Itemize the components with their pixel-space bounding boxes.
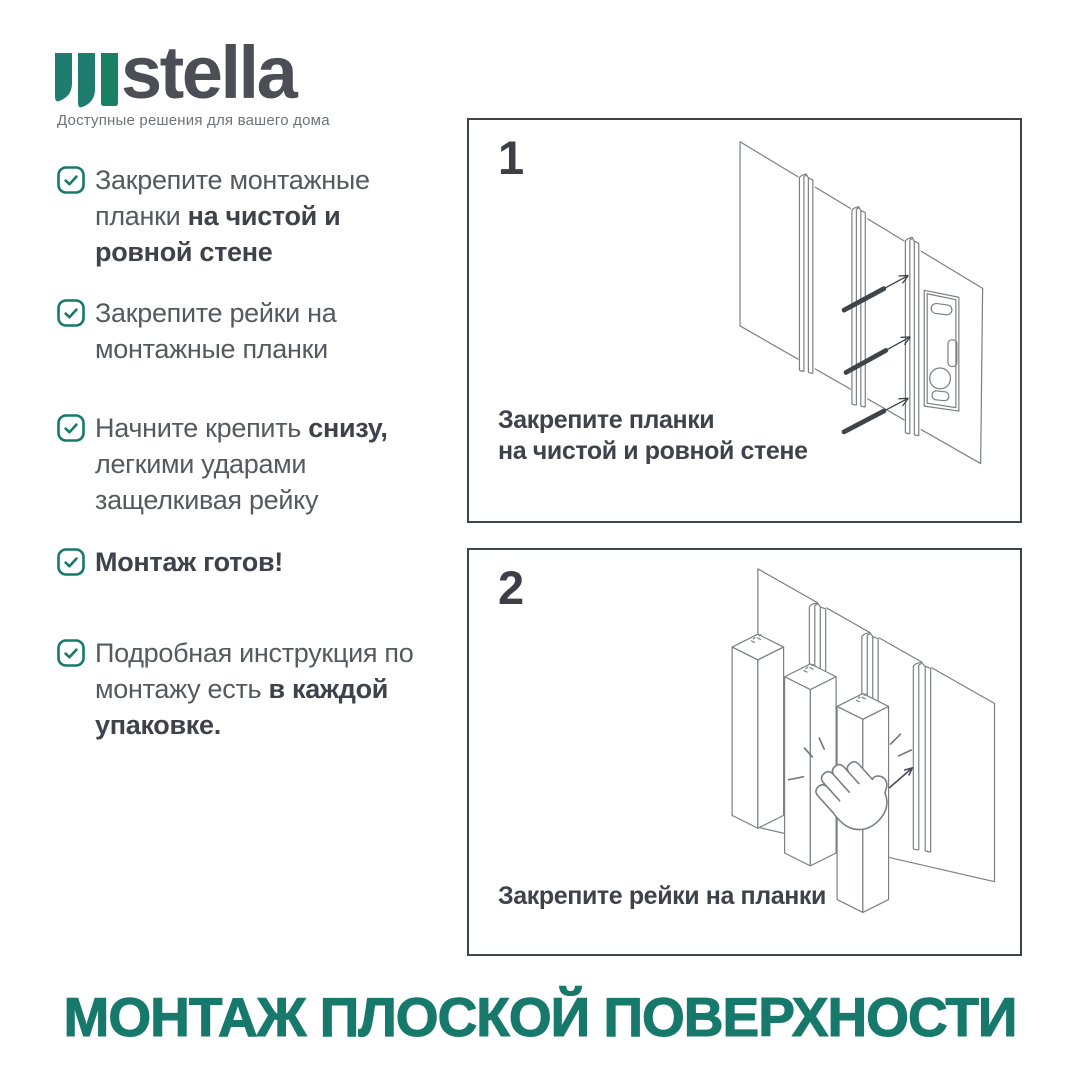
mounting-plate-detail [924,290,959,411]
checklist-item-text: Подробная инструкция по монтажу есть в каждой упаковке. [95,638,414,740]
brand-tagline: Доступные решения для вашего дома [57,112,330,129]
checklist-item-text: Закрепите рейки на монтажные планки [95,298,337,364]
page-title: МОНТАЖ ПЛОСКОЙ ПОВЕРХНОСТИ [63,986,1017,1048]
checklist-item [57,635,437,743]
checklist-item-text: Начните крепить снизу, легкими ударами защелкивая рейку [95,413,388,515]
step-panel-2 [467,548,1022,956]
stella-logo-icon [55,53,118,111]
step-number: 2 [498,561,525,614]
step-panel-1 [467,118,1022,523]
checkbox-checked-icon [57,166,85,194]
checkbox-checked-icon [57,548,85,576]
checkbox-checked-icon [57,299,85,327]
step2-caption: Закрепите рейки на планки [498,882,827,910]
checklist-item [57,162,437,270]
checklist [57,162,437,743]
checkbox-checked-icon [57,639,85,667]
checklist-item [57,410,437,518]
checklist-item [57,295,437,367]
checklist-item [57,544,437,580]
step-number: 1 [498,131,525,184]
brand-name: stella [121,31,296,114]
checklist-item-text: Закрепите монтажные планки на чистой и ровной стене [95,165,370,267]
checkbox-checked-icon [57,414,85,442]
step1-caption: Закрепите планки на чистой и ровной стене [498,406,808,465]
checklist-item-text: Монтаж готов! [95,547,283,577]
